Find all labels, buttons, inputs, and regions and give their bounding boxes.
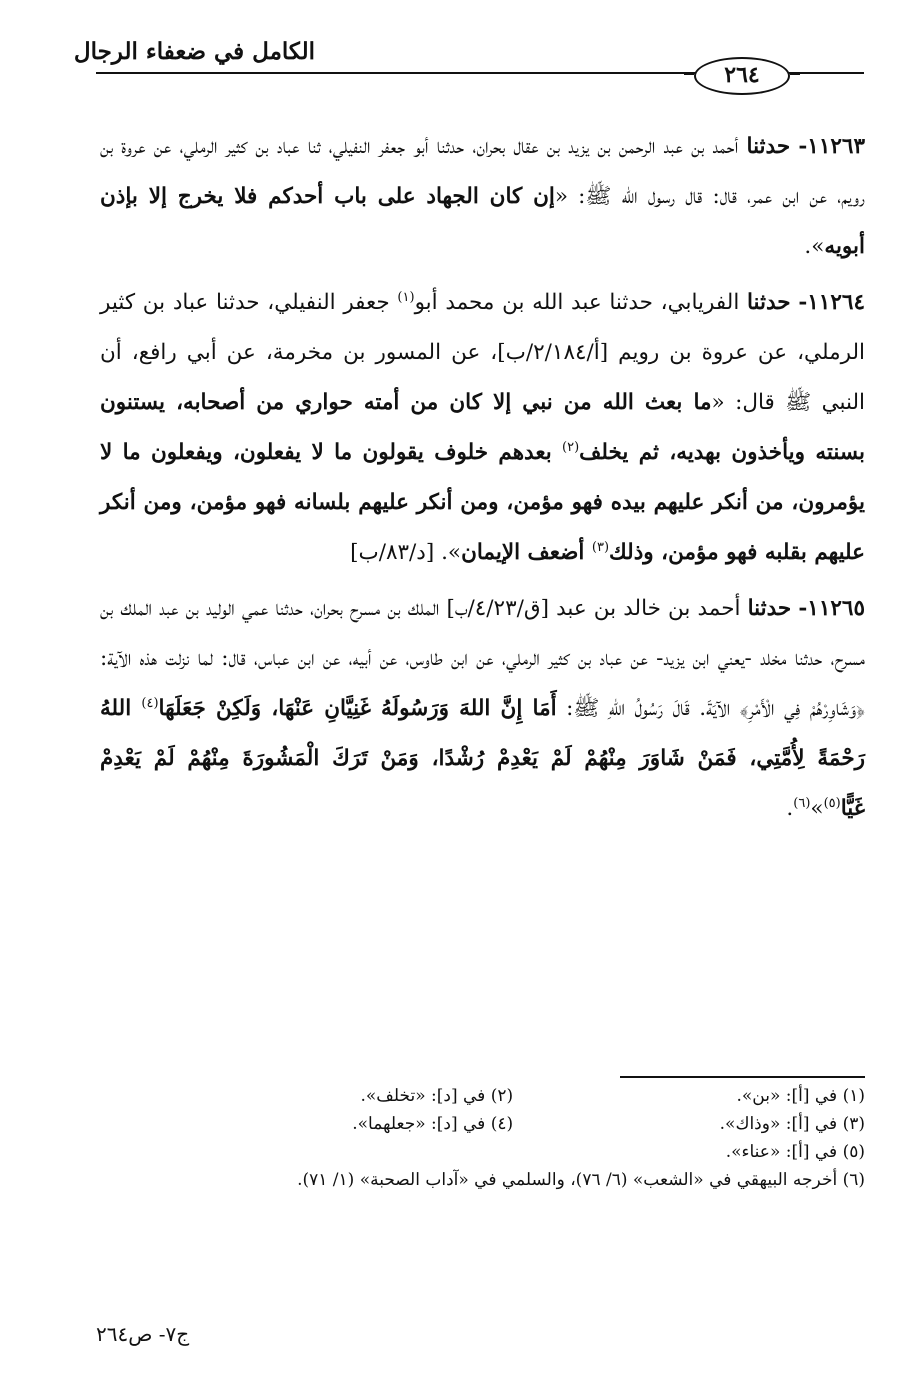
narration-keyword: حدثنا bbox=[747, 596, 792, 621]
isnad-text: أحمد بن عبد الرحمن بن يزيد بن عقال بحران، حدثنا أبو جعفر النفيلي، ثنا عباد بن كثير الرملي، عن عروة بن رويم، عن ابن عمر، قال: قال رسول الله ﷺ: « bbox=[100, 134, 865, 209]
page-number-badge: ٢٦٤ bbox=[694, 57, 790, 95]
hadith-paragraph bbox=[100, 122, 865, 272]
footnote-marker: (٥) bbox=[823, 795, 841, 811]
footnote-row bbox=[100, 1110, 865, 1138]
isnad-text: الفريابي، حدثنا عبد الله بن محمد أبو bbox=[414, 290, 747, 315]
footnote-2: (٢) في [د]: «تخلف». bbox=[360, 1086, 514, 1106]
footnote-marker: (٤) bbox=[141, 695, 159, 711]
hadith-quote: أَمَا إِنَّ اللهَ وَرَسُولَهُ غَنِيَّانِ عَنْهَا، وَلَكِنْ جَعَلَهَا bbox=[158, 696, 557, 721]
page-reference: ج٧- ص٢٦٤ bbox=[96, 1322, 190, 1346]
footnote-marker: (٢) bbox=[562, 439, 580, 455]
running-header-title: الكامل في ضعفاء الرجال bbox=[73, 38, 315, 65]
hadith-quote: ما بعث الله من نبي إلا كان من أمته حواري من أصحابه، يستنون بسنته ويأخذون بهديه، ثم يخلف bbox=[100, 390, 865, 465]
hadith-paragraph bbox=[100, 584, 865, 834]
closing-text: . bbox=[786, 796, 794, 821]
closing-text: ». bbox=[804, 234, 825, 259]
isnad-text: أحمد بن خالد بن عبد [ق/٤/٢٣/ب] الملك بن مسرح بحران، حدثنا عمي الوليد بن عبد الملك بن مسرح، حدثنا مخلد -يعني ابن يزيد- عن عباد بن كثير الرملي، عن ابن طاوس، عن أبيه، عن ابن عباس، قال: لما نزلت هذه الآية: ﴿وَشَاوِرْهُمْ فِي الْأَمْرِ﴾ الآيَةَ. قَالَ رَسُولُ اللهِ ﷺ: bbox=[100, 596, 865, 721]
footnote-separator bbox=[620, 1076, 865, 1078]
footnotes-section bbox=[100, 1082, 865, 1194]
hadith-quote: بعدهم خلوف يقولون ما لا يفعلون، ويفعلون ما لا يؤمرون، من أنكر عليهم بيده فهو مؤمن، ومن أنكر عليهم بلسانه فهو مؤمن، ومن أنكر عليهم بقلبه فهو مؤمن، وذلك bbox=[100, 440, 865, 565]
closing-text: ». [د/٨٣/ب] bbox=[350, 540, 462, 565]
footnote-marker: (٣) bbox=[591, 539, 610, 555]
hadith-paragraph bbox=[100, 278, 865, 578]
hadith-quote: أضعف الإيمان bbox=[461, 540, 592, 565]
footnote-row bbox=[100, 1082, 865, 1110]
footnote-3: (٣) في [أ]: «وذاك». bbox=[719, 1114, 865, 1134]
footnote-marker: (١) bbox=[397, 289, 415, 305]
main-text bbox=[100, 122, 865, 840]
hadith-number: ١١٢٦٥- bbox=[798, 596, 866, 621]
footnote-6: (٦) أخرجه البيهقي في «الشعب» (٦/ ٧٦)، والسلمي في «آداب الصحبة» (١/ ٧١). bbox=[297, 1170, 865, 1190]
hadith-quote: اللهُ رَحْمَةً لِأُمَّتِي، فَمَنْ شَاوَرَ مِنْهُمْ لَمْ يَعْدِمْ رُشْدًا، وَمَنْ تَرَكَ الْمَشُورَةَ مِنْهُمْ لَمْ يَعْدِمْ غَيًّا bbox=[100, 696, 865, 821]
hadith-quote: إن كان الجهاد على باب أحدكم فلا يخرج إلا بإذن أبويه bbox=[100, 184, 865, 259]
hadith-number: ١١٢٦٣- bbox=[798, 134, 866, 159]
hadith-number: ١١٢٦٤- bbox=[798, 290, 865, 315]
footnote-5: (٥) في [أ]: «عناء». bbox=[725, 1142, 865, 1162]
footnote-4: (٤) في [د]: «جعلهما». bbox=[352, 1114, 514, 1134]
isnad-text: جعفر النفيلي، حدثنا عباد بن كثير الرملي، عن عروة بن رويم [أ/٢/١٨٤/ب]، عن المسور بن مخرمة، عن أبي رافع، أن النبي ﷺ قال: « bbox=[100, 290, 866, 415]
footnote-marker: (٦) bbox=[793, 795, 811, 811]
footnote-1: (١) في [أ]: «بن». bbox=[736, 1086, 865, 1106]
narration-keyword: حدثنا bbox=[747, 290, 791, 315]
narration-keyword: حدثنا bbox=[746, 134, 791, 159]
closing-text: » bbox=[810, 796, 824, 821]
